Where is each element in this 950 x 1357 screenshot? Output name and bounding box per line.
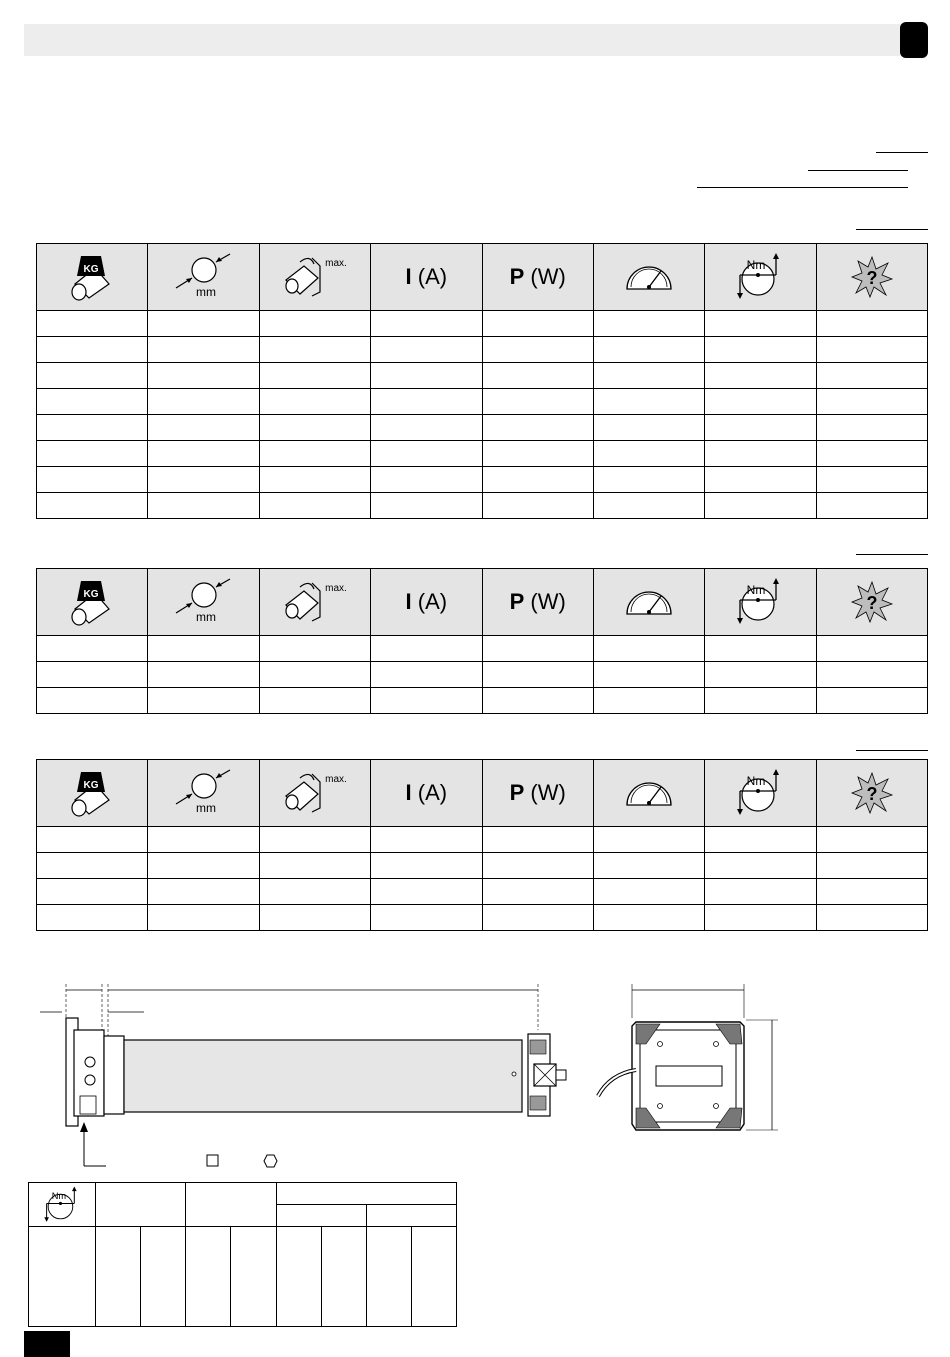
table-row: [37, 493, 928, 519]
table-row: [37, 853, 928, 879]
table-row: [37, 441, 928, 467]
spec-table-3: [36, 759, 928, 931]
spec-table-2: [36, 568, 928, 714]
header-bar: [24, 24, 900, 56]
rotations-max-icon: [280, 252, 350, 302]
help-label: ?: [866, 268, 878, 288]
col-rotations: [259, 244, 370, 311]
torque-label: Nm: [51, 1190, 67, 1201]
spec-table-header: [37, 244, 928, 311]
table-row: [37, 636, 928, 662]
current-unit: (A): [411, 780, 448, 805]
rotations-label: max.: [325, 583, 347, 594]
current-unit: (A): [411, 264, 448, 289]
table-row: [37, 905, 928, 931]
help-label: ?: [866, 593, 878, 613]
col-help: [816, 244, 927, 311]
help-icon: [850, 255, 894, 299]
power-symbol: P: [509, 589, 525, 614]
weight-label: KG: [83, 780, 99, 791]
power-symbol: P: [509, 264, 525, 289]
col-current: [371, 244, 482, 311]
table-row: [29, 1183, 457, 1205]
power-symbol: P: [509, 780, 525, 805]
diameter-label: mm: [195, 801, 216, 815]
motor-drawing: [0, 970, 950, 1170]
table-row: [37, 311, 928, 337]
tube-diameter-icon: [174, 577, 234, 627]
power-unit: (W): [524, 780, 566, 805]
help-icon: [850, 580, 894, 624]
weight-kg-icon: [67, 248, 117, 306]
power-unit: (W): [524, 264, 566, 289]
weight-label: KG: [83, 589, 99, 600]
spec-table-1: [36, 243, 928, 519]
table-row: [37, 415, 928, 441]
help-label: ?: [866, 784, 878, 804]
underline-table-3: [856, 750, 928, 751]
table-row: [37, 389, 928, 415]
torque-icon: [732, 767, 788, 819]
power-unit: (W): [524, 589, 566, 614]
weight-kg-icon: [67, 764, 117, 822]
weight-kg-icon: [67, 573, 117, 631]
weight-label: KG: [83, 264, 99, 275]
rotations-label: max.: [325, 774, 347, 785]
section-tab: [900, 22, 928, 58]
torque-icon: [732, 251, 788, 303]
underline-2: [808, 170, 908, 171]
underline-1: [876, 152, 928, 153]
diameter-label: mm: [195, 610, 216, 624]
spec-table-header: [37, 569, 928, 636]
table-row: [37, 688, 928, 714]
table-row: [37, 827, 928, 853]
col-torque: [705, 244, 816, 311]
help-icon: [850, 771, 894, 815]
table-row: [37, 879, 928, 905]
spec-table-header: [37, 760, 928, 827]
tube-diameter-icon: [174, 768, 234, 818]
torque-label: Nm: [747, 583, 766, 597]
rotations-label: max.: [325, 258, 347, 269]
rotations-max-icon: [280, 577, 350, 627]
gauge-icon: [623, 773, 675, 813]
torque-icon: [732, 576, 788, 628]
table-row: [37, 337, 928, 363]
table-row: [37, 363, 928, 389]
table-row: [29, 1227, 457, 1327]
col-weight: [37, 244, 148, 311]
torque-header-cell: [29, 1183, 96, 1227]
underline-table-2: [856, 554, 928, 555]
table-row: [37, 467, 928, 493]
diameter-label: mm: [195, 285, 216, 299]
current-unit: (A): [411, 589, 448, 614]
col-power: [482, 244, 593, 311]
current-symbol: I: [405, 780, 412, 805]
underline-table-1: [856, 229, 928, 230]
rotations-max-icon: [280, 768, 350, 818]
gauge-icon: [623, 582, 675, 622]
table-row: [37, 662, 928, 688]
gauge-icon: [623, 257, 675, 297]
page-number-tab: [24, 1331, 70, 1357]
col-diameter: [148, 244, 259, 311]
current-symbol: I: [405, 264, 412, 289]
torque-table: [28, 1182, 457, 1327]
torque-label: Nm: [747, 774, 766, 788]
tube-diameter-icon: [174, 252, 234, 302]
col-gauge: [593, 244, 704, 311]
current-symbol: I: [405, 589, 412, 614]
underline-3: [697, 187, 908, 188]
torque-icon: [34, 1185, 90, 1225]
torque-label: Nm: [747, 258, 766, 272]
